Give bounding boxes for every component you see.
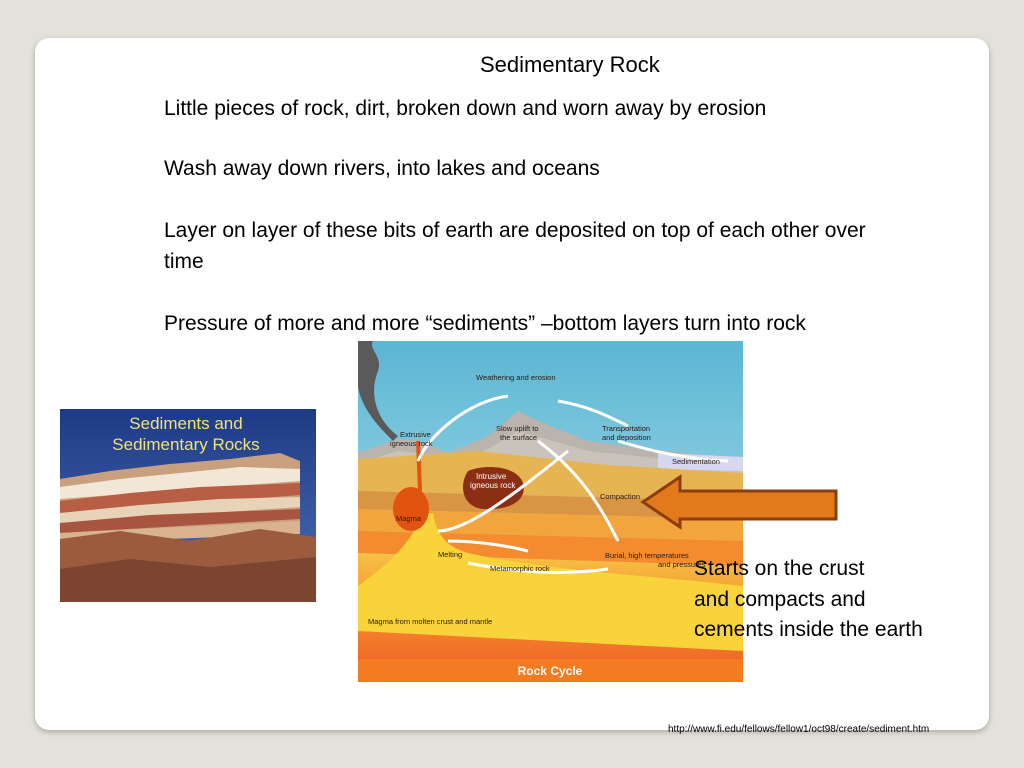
caption-line-1: Starts on the crust: [694, 557, 865, 580]
label-sedimentation: Sedimentation: [672, 457, 720, 466]
label-intrusive-1: Intrusive: [476, 472, 507, 481]
label-burial-1: Burial, high temperatures: [605, 551, 689, 560]
sedimentary-rocks-photo: [60, 409, 316, 602]
label-compaction: Compaction: [600, 492, 641, 501]
label-intrusive-2: igneous rock: [470, 481, 516, 490]
caption-text: [694, 554, 923, 646]
paragraph-erosion: Little pieces of rock, dirt, broken down and worn away by erosion: [164, 97, 767, 120]
label-rock-cycle: Rock Cycle: [517, 664, 583, 678]
source-url[interactable]: http://www.fi.edu/fellows/fellow1/oct98/create/sediment.htm: [668, 724, 930, 735]
label-transport-2: and deposition: [602, 433, 651, 442]
paragraph-layers: Layer on layer of these bits of earth are deposited on top of each other over time: [164, 219, 866, 273]
label-burial-2: and pressures: [658, 560, 706, 569]
label-magma: Magma: [396, 514, 422, 523]
label-extrusive-2: igneous rock: [390, 439, 433, 448]
label-extrusive-1: Extrusive: [400, 430, 431, 439]
photo-title-line2: Sedimentary Rocks: [112, 435, 260, 454]
label-weathering: Weathering and erosion: [476, 373, 556, 382]
caption-line-3: cements inside the earth: [694, 618, 923, 641]
paragraph-pressure: Pressure of more and more “sediments” –bottom layers turn into rock: [164, 312, 806, 335]
label-metamorphic: Metamorphic rock: [490, 564, 550, 573]
left-arrow-icon: [640, 474, 840, 530]
caption-line-2: and compacts and: [694, 587, 866, 611]
paragraph-wash-away: Wash away down rivers, into lakes and oceans: [164, 157, 600, 180]
label-melting: Melting: [438, 550, 463, 559]
label-magma-source: Magma from molten crust and mantle: [368, 617, 493, 626]
label-uplift-1: Slow uplift to: [496, 424, 539, 433]
photo-title-line1: Sediments and: [129, 414, 243, 433]
label-transport-1: Transportation: [602, 424, 651, 433]
label-uplift-2: the surface: [500, 433, 538, 442]
slide-title: Sedimentary Rock: [480, 52, 660, 77]
